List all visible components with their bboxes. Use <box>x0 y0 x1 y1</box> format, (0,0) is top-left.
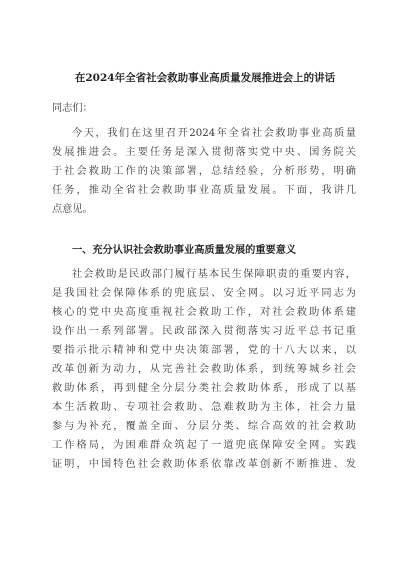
body-line: 社会救助是民政部门履行基本民生保障职责的重要内容， <box>72 269 356 280</box>
intro-line: 发展推进会。主要任务是深入贯彻落实党中央、国务院关 <box>52 147 356 158</box>
body-line: 救助体系，再到健全分层分类社会救助体系，形成了以基 <box>52 383 356 394</box>
body-line: 设作出一系列部署。民政部深入贯彻落实习近平总书记重 <box>52 326 356 337</box>
intro-line: 于社会救助工作的决策部署，总结经验，分析形势，明确 <box>52 166 356 177</box>
body-line: 参与为补充，覆盖全面、分层分类、综合高效的社会救助 <box>52 421 356 432</box>
intro-line: 任务，推动全省社会救助事业高质量发展。下面，我讲几 <box>52 185 356 196</box>
body-line: 工作格局，为困难群众筑起了一道兜底保障安全网。实践 <box>52 440 356 451</box>
salutation: 同志们： <box>52 103 93 114</box>
body-line: 要指示批示精神和党中央决策部署，党的十八大以来，以 <box>52 345 356 356</box>
body-line: 核心的党中央高度重视社会救助工作，对社会救助体系建 <box>52 307 356 318</box>
section-heading: 一、充分认识社会救助事业高质量发展的重要意义 <box>72 244 297 256</box>
body-line: 本生活救助、专项社会救助、急难救助为主体，社会力量 <box>52 402 356 413</box>
intro-line: 点意见。 <box>52 204 93 215</box>
document-title: 在2024年全省社会救助事业高质量发展推进会上的讲话 <box>74 72 336 84</box>
body-line: 是我国社会保障体系的兜底层、安全网。以习近平同志为 <box>52 288 356 299</box>
body-line: 证明，中国特色社会救助体系依靠改革创新不断推进、发 <box>52 459 356 470</box>
body-line: 改革创新为动力，从完善社会救助体系，到统筹城乡社会 <box>52 364 356 375</box>
intro-line: 今天，我们在这里召开2024年全省社会救助事业高质量 <box>72 128 356 139</box>
